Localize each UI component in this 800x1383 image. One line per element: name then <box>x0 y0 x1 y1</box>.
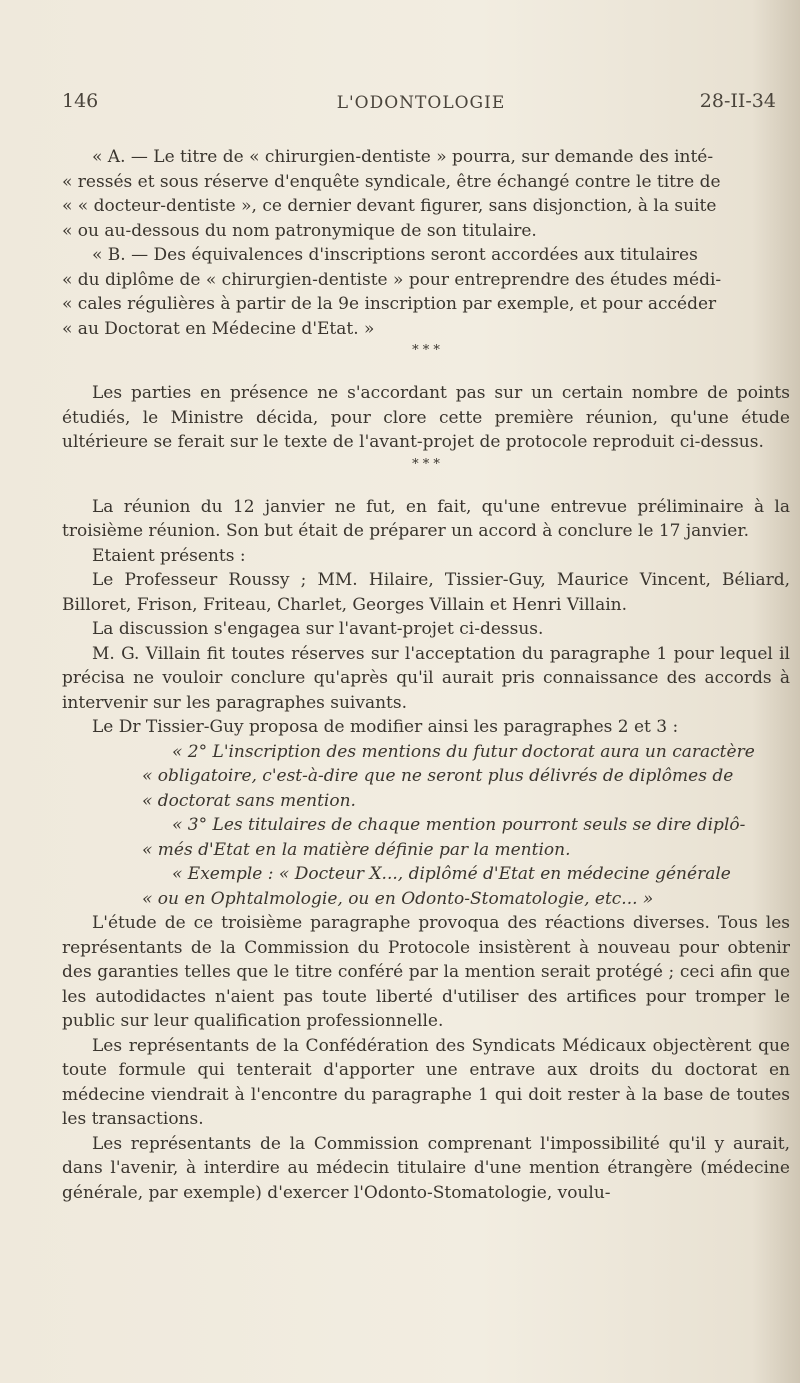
quote-b-line-4: « au Doctorat en Médecine d'Etat. » <box>62 318 375 339</box>
paragraph-commission: Les représentants de la Commission comprenant l'impossibilité qu'il y aurait, dans l'avenir, à interdire au médecin titulaire d'une mention étrangère (médecine générale, par exemple) d'exercer l'Odonto-Stomatologie, voulu- <box>62 1133 790 1203</box>
quote-2-line-3: « doctorat sans mention. <box>142 790 356 811</box>
paragraph-presents: Etaient présents : <box>92 545 246 566</box>
quote-b-line-3: « cales régulières à partir de la 9e inscription par exemple, et pour accéder <box>62 294 717 314</box>
quote-3-line-2: « més d'Etat en la matière définie par la mention. <box>142 839 571 860</box>
quote-example-line-1: « Exemple : « Docteur X..., diplômé d'Etat en médecine générale <box>172 864 731 884</box>
paragraph-etude: L'étude de ce troisième paragraphe provoqua des réactions diverses. Tous les représentants de la Commission du Protocole insistèrent à nouveau pour obtenir des garanties telles que le titre conféré par la mention serait protégé ; ceci afin que les autodidactes n'aient pas toute liberté d'utiliser des artifices pour tromper le public sur leur qualification professionnelle. <box>62 913 790 1031</box>
page-number: 146 <box>62 90 99 112</box>
quote-a-line-4: « ou au-dessous du nom patronymique de son titulaire. <box>62 220 537 241</box>
section-separator: * * * <box>412 343 440 358</box>
running-header <box>62 90 780 120</box>
paragraph-confederation: Les représentants de la Confédération des Syndicats Médicaux objectèrent que toute formule qui tenterait d'apporter une entrave aux droits du doctorat en médecine viendrait à l'encontre du paragraphe 1 qui doit rester à la base de toutes les transactions. <box>62 1035 790 1129</box>
paragraph-attendees: Le Professeur Roussy ; MM. Hilaire, Tissier-Guy, Maurice Vincent, Béliard, Billoret, Frison, Friteau, Charlet, Georges Villain et Henri Villain. <box>62 570 790 615</box>
section-separator-2: * * * <box>412 456 440 472</box>
paragraph-tissier: Le Dr Tissier-Guy proposa de modifier ainsi les paragraphes 2 et 3 : <box>92 717 679 737</box>
quote-example-line-2: « ou en Ophtalmologie, ou en Odonto-Stomatologie, etc... » <box>142 888 654 909</box>
quote-a-line-3: « « docteur-dentiste », ce dernier devant figurer, sans disjonction, à la suite <box>62 196 717 216</box>
quote-b-line-2: « du diplôme de « chirurgien-dentiste » pour entreprendre des études médi- <box>62 269 722 290</box>
paragraph-parties: Les parties en présence ne s'accordant pas sur un certain nombre de points étudiés, le Ministre décida, pour clore cette première réunion, qu'une étude ultérieure se ferait sur le texte de l'avant-projet de protocole reproduit ci-dessus. <box>62 383 790 452</box>
issue-date: 28-II-34 <box>699 90 776 112</box>
paragraph-reunion: La réunion du 12 janvier ne fut, en fait, qu'une entrevue préliminaire à la troisième réunion. Son but était de préparer un accord à conclure le 17 janvier. <box>62 496 790 541</box>
quote-a-line-1: « A. — Le titre de « chirurgien-dentiste » pourra, sur demande des inté- <box>92 147 714 167</box>
paragraph-villain: M. G. Villain fit toutes réserves sur l'acceptation du paragraphe 1 pour lequel il précisa ne vouloir conclure qu'après qu'il aurait pris connaissance des accords à intervenir sur les paragraphes suivants. <box>62 643 790 713</box>
journal-title: L'ODONTOLOGIE <box>336 93 506 113</box>
article-body <box>62 145 790 1205</box>
quote-a-line-2: « ressés et sous réserve d'enquête syndicale, être échangé contre le titre de <box>62 171 721 192</box>
quote-2-line-1: « 2° L'inscription des mentions du futur doctorat aura un caractère <box>172 741 755 762</box>
quote-3-line-1: « 3° Les titulaires de chaque mention pourront seuls se dire diplô- <box>172 815 746 835</box>
quote-b-line-1: « B. — Des équivalences d'inscriptions seront accordées aux titulaires <box>92 245 698 265</box>
paragraph-discussion: La discussion s'engagea sur l'avant-projet ci-dessus. <box>92 619 544 639</box>
quote-2-line-2: « obligatoire, c'est-à-dire que ne seront plus délivrés de diplômes de <box>142 766 734 786</box>
